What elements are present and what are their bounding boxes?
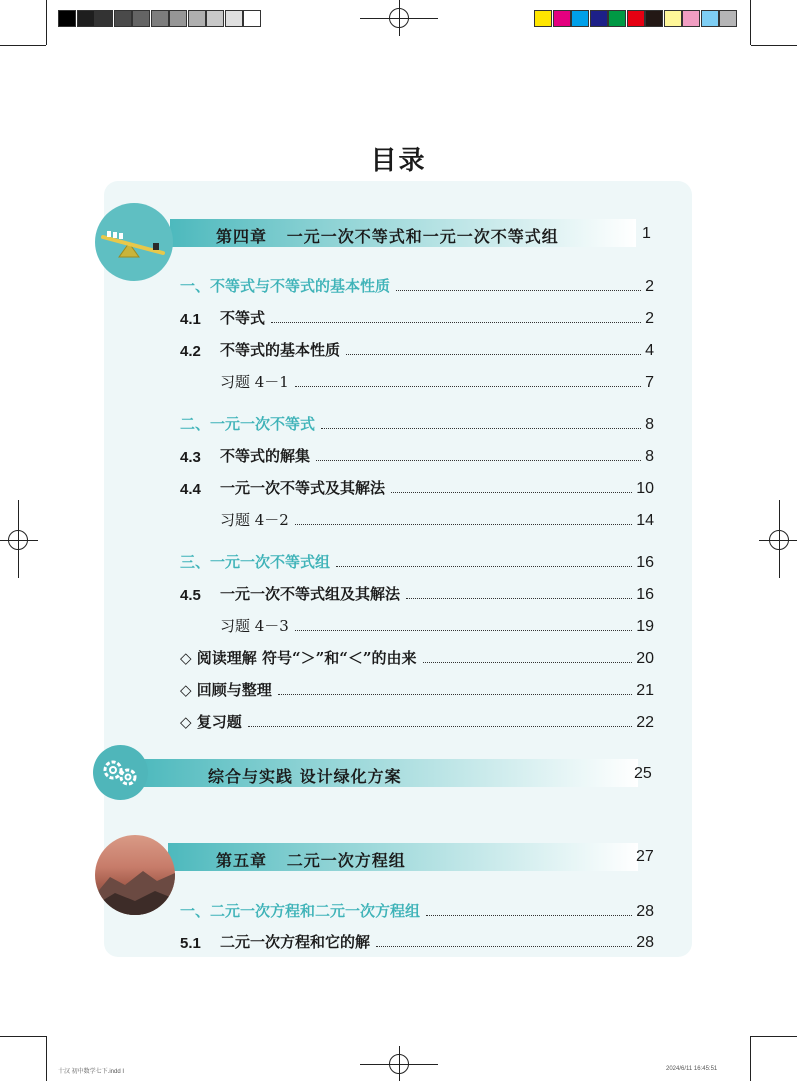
crop-mark: [751, 1036, 797, 1037]
toc-entry[interactable]: [180, 899, 654, 921]
chapter-page: 1: [642, 225, 651, 242]
entry-title: 一、二元一次方程和二元一次方程组: [180, 902, 421, 920]
crop-mark: [750, 0, 751, 45]
entry-page: 16: [636, 586, 654, 603]
entry-page: 16: [636, 554, 654, 571]
entry-title: 习题 4－2: [220, 511, 289, 529]
calibration-swatch: [590, 10, 608, 27]
calibration-swatch: [132, 10, 150, 27]
crop-mark: [46, 1036, 47, 1081]
entry-title: ◇ 复习题: [180, 713, 242, 731]
crop-mark: [0, 45, 46, 46]
entry-page: 8: [645, 448, 654, 465]
calibration-swatch: [553, 10, 571, 27]
calibration-swatch: [571, 10, 589, 27]
toc-entry[interactable]: [180, 306, 654, 328]
footer-file: 十汉 初中数学七下.indd I: [58, 1069, 125, 1075]
toc-entry[interactable]: [180, 646, 654, 668]
entry-title: 习题 4－3: [220, 617, 289, 635]
entry-number: 4.4: [180, 481, 201, 498]
chapter-page: 27: [636, 848, 654, 865]
calibration-swatch: [95, 10, 113, 27]
entry-number: 4.5: [180, 587, 201, 604]
toc-entry[interactable]: [220, 508, 654, 530]
entry-number: 4.1: [180, 311, 201, 328]
entry-page: 22: [636, 714, 654, 731]
entry-title: 不等式: [220, 309, 266, 327]
mountain-photo: [95, 835, 175, 915]
chapter-label: 第五章: [216, 851, 268, 870]
calibration-swatch: [664, 10, 682, 27]
entry-title: 习题 4－1: [220, 373, 289, 391]
calibration-swatch: [627, 10, 645, 27]
entry-page: 4: [645, 342, 654, 359]
calibration-swatch: [206, 10, 224, 27]
dot-leader: [336, 566, 632, 567]
dot-leader: [295, 630, 632, 631]
dot-leader: [426, 915, 632, 916]
entry-page: 2: [645, 310, 654, 327]
dot-leader: [376, 946, 632, 947]
entry-title: 三、一元一次不等式组: [180, 553, 331, 571]
entry-title: 不等式的解集: [220, 447, 311, 465]
entry-number: 5.1: [180, 935, 201, 952]
entry-page: 2: [645, 278, 654, 295]
crop-mark: [750, 1036, 751, 1081]
entry-number: 4.3: [180, 449, 201, 466]
entry-page: 10: [636, 480, 654, 497]
calibration-swatch: [114, 10, 132, 27]
entry-page: 20: [636, 650, 654, 667]
calibration-swatch: [719, 10, 737, 27]
dot-leader: [271, 322, 641, 323]
toc-entry[interactable]: [180, 930, 654, 952]
calibration-swatch: [58, 10, 76, 27]
dot-leader: [295, 386, 641, 387]
entry-title: 一元一次不等式组及其解法: [220, 585, 401, 603]
dot-leader: [423, 662, 633, 663]
entry-title: 一、不等式与不等式的基本性质: [180, 277, 391, 295]
toc-entry[interactable]: [180, 274, 654, 296]
entry-page: 21: [636, 682, 654, 699]
calibration-swatch: [243, 10, 261, 27]
dot-leader: [248, 726, 632, 727]
balance-scale-icon: [95, 203, 173, 281]
entry-title: ◇ 回顾与整理: [180, 681, 272, 699]
dot-leader: [295, 524, 632, 525]
chapter-title: 二元一次方程组: [286, 851, 406, 870]
entry-page: 14: [636, 512, 654, 529]
entry-title: 二、一元一次不等式: [180, 415, 316, 433]
toc-entry[interactable]: [180, 550, 654, 572]
entry-page: 28: [636, 934, 654, 951]
toc-entry[interactable]: [220, 614, 654, 636]
practice-title: 综合与实践 设计绿化方案: [208, 767, 402, 786]
toc-entry[interactable]: [180, 710, 654, 732]
toc-entry[interactable]: [180, 338, 654, 360]
crop-mark: [0, 1036, 46, 1037]
calibration-swatch: [645, 10, 663, 27]
entry-page: 7: [645, 374, 654, 391]
toc-entry[interactable]: [180, 678, 654, 700]
entry-title: 二元一次方程和它的解: [220, 933, 371, 951]
crop-mark: [46, 0, 47, 45]
toc-entry[interactable]: [180, 476, 654, 498]
dot-leader: [406, 598, 632, 599]
entry-title: 一元一次不等式及其解法: [220, 479, 386, 497]
calibration-swatch: [701, 10, 719, 27]
entry-number: 4.2: [180, 343, 201, 360]
entry-title: ◇ 阅读理解 符号“＞”和“＜”的由来: [180, 649, 417, 667]
gears-icon: [93, 745, 148, 800]
calibration-swatch: [225, 10, 243, 27]
calibration-swatch: [682, 10, 700, 27]
entry-title: 不等式的基本性质: [220, 341, 341, 359]
toc-entry[interactable]: [180, 582, 654, 604]
entry-page: 8: [645, 416, 654, 433]
chapter-title: 一元一次不等式和一元一次不等式组: [286, 227, 559, 246]
calibration-swatch: [188, 10, 206, 27]
toc-entry[interactable]: [180, 412, 654, 434]
calibration-swatch: [169, 10, 187, 27]
calibration-swatch: [534, 10, 552, 27]
dot-leader: [346, 354, 641, 355]
calibration-swatch: [608, 10, 626, 27]
footer-date: 2024/6/11 16:45:51: [666, 1066, 718, 1072]
dot-leader: [316, 460, 641, 461]
crop-mark: [751, 45, 797, 46]
calibration-swatch: [77, 10, 95, 27]
chapter-label: 第四章: [216, 227, 268, 246]
dot-leader: [321, 428, 641, 429]
dot-leader: [396, 290, 641, 291]
toc-entry[interactable]: [220, 370, 654, 392]
entry-page: 28: [636, 903, 654, 920]
page-title: 目录: [370, 146, 427, 176]
toc-entry[interactable]: [180, 444, 654, 466]
practice-page: 25: [634, 765, 652, 782]
dot-leader: [391, 492, 632, 493]
calibration-swatch: [151, 10, 169, 27]
entry-page: 19: [636, 618, 654, 635]
dot-leader: [278, 694, 632, 695]
